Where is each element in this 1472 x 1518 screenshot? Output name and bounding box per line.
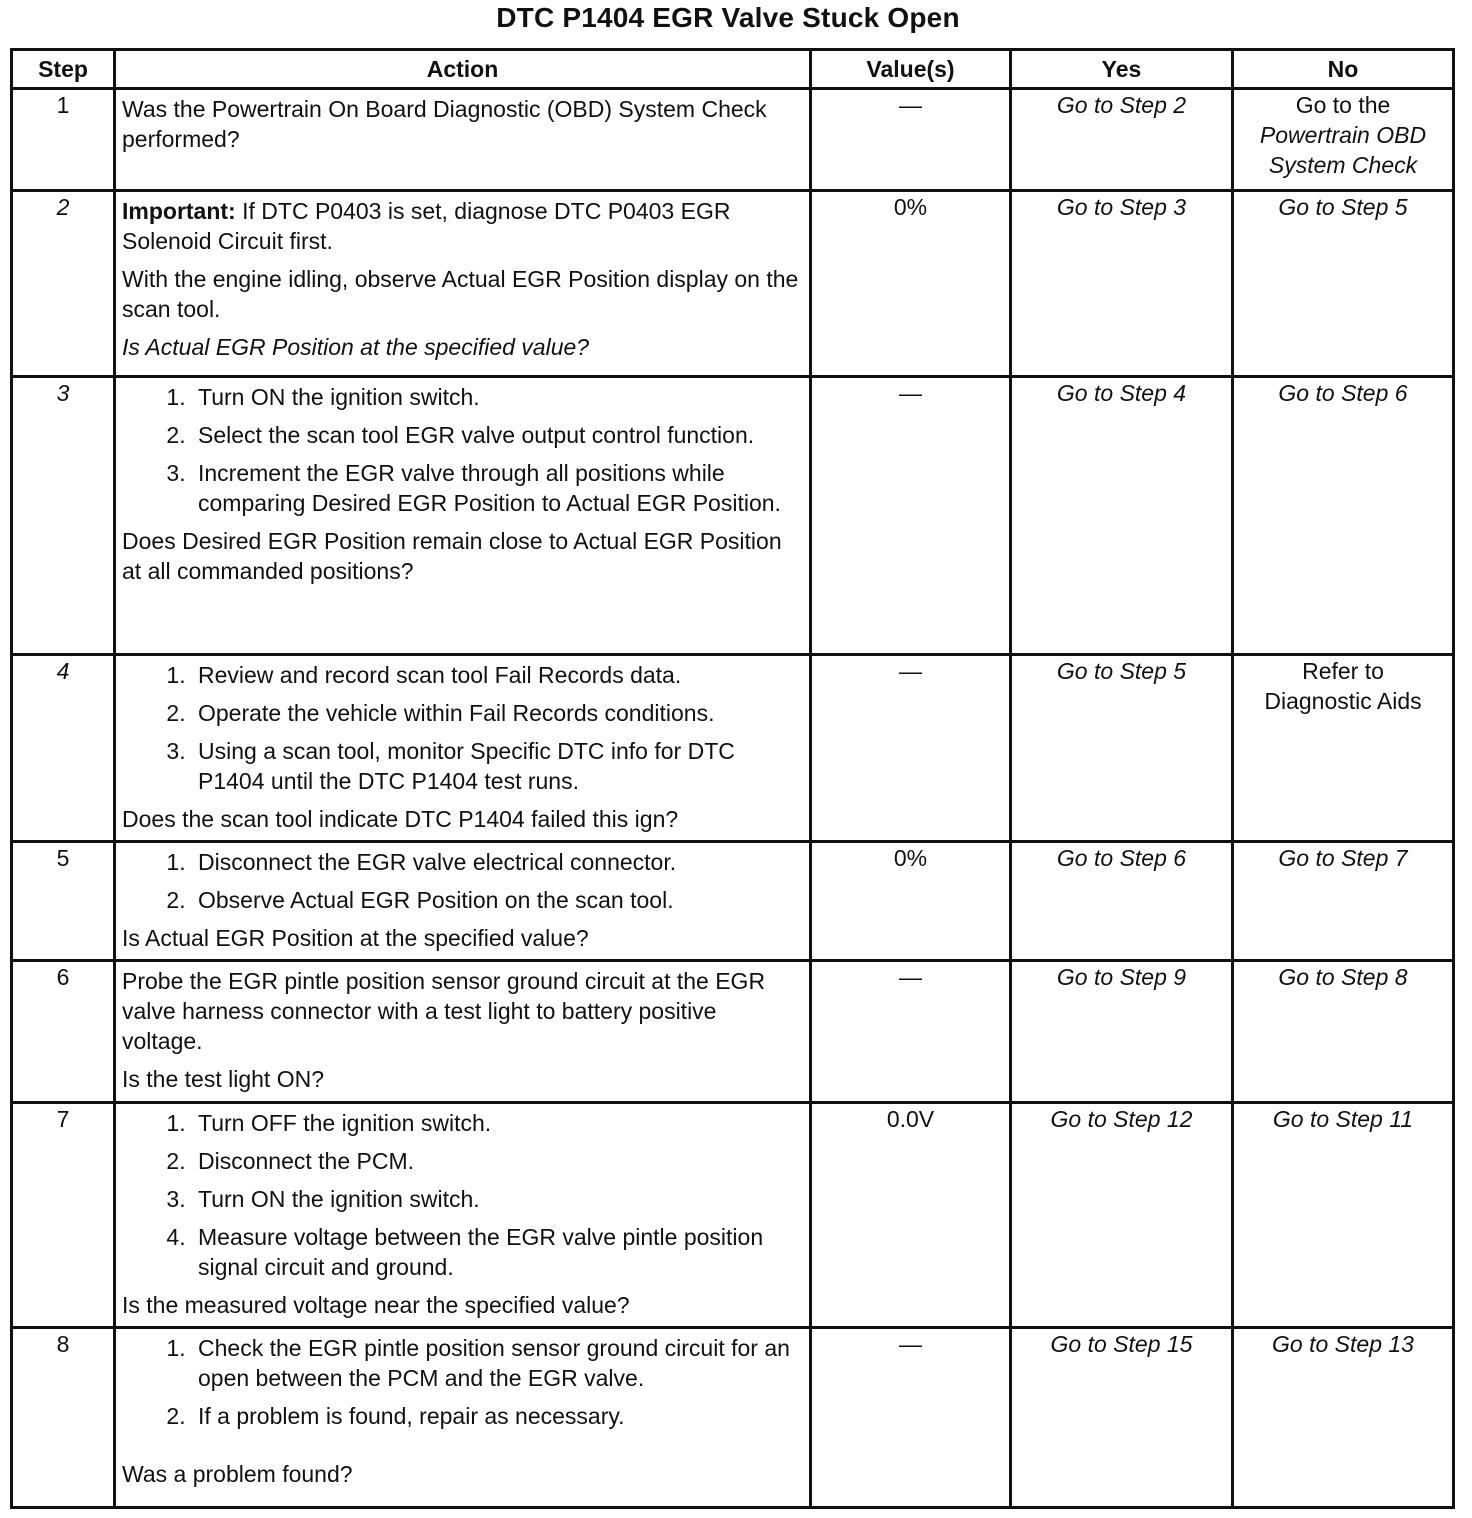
no-text-line1: Go to the	[1295, 92, 1391, 118]
list-item: 2. If a problem is found, repair as necessary.	[192, 1401, 803, 1431]
no-cell: Go to Step 11	[1233, 1103, 1454, 1328]
list-item: 2. Select the scan tool EGR valve output control function.	[192, 420, 803, 450]
list-item: 4. Measure voltage between the EGR valve pintle position signal circuit and ground.	[192, 1222, 803, 1282]
header-no: No	[1233, 50, 1454, 89]
step-number: 7	[12, 1103, 115, 1328]
action-cell	[115, 842, 811, 961]
list-item: 1. Disconnect the EGR valve electrical connector.	[192, 847, 803, 877]
document-title: DTC P1404 EGR Valve Stuck Open	[496, 2, 960, 33]
yes-cell: Go to Step 15	[1011, 1328, 1233, 1508]
value-cell: 0%	[811, 191, 1011, 377]
list-item: 1. Turn OFF the ignition switch.	[192, 1108, 803, 1138]
action-steps-list	[122, 847, 803, 915]
action-cell	[115, 377, 811, 655]
table-row	[12, 655, 1454, 842]
action-cell	[115, 1328, 811, 1508]
value-cell: 0%	[811, 842, 1011, 961]
table-row	[12, 961, 1454, 1103]
yes-cell: Go to Step 9	[1011, 961, 1233, 1103]
action-question: Is the test light ON?	[122, 1066, 324, 1092]
yes-cell: Go to Step 12	[1011, 1103, 1233, 1328]
action-text: Was the Powertrain On Board Diagnostic (OBD) System Check performed?	[122, 96, 767, 152]
table-row	[12, 191, 1454, 377]
table-row	[12, 842, 1454, 961]
step-number: 4	[12, 655, 115, 842]
yes-cell: Go to Step 3	[1011, 191, 1233, 377]
header-step: Step	[12, 50, 115, 89]
important-label: Important:	[122, 198, 236, 224]
no-cell: Go to Step 8	[1233, 961, 1454, 1103]
no-text-line2: Powertrain OBD System Check	[1259, 122, 1427, 178]
value-cell: —	[811, 655, 1011, 842]
no-cell: Go to Step 7	[1233, 842, 1454, 961]
action-text: With the engine idling, observe Actual EGR Position display on the scan tool.	[122, 266, 799, 322]
yes-cell: Go to Step 2	[1011, 89, 1233, 191]
no-cell: Go to Step 5	[1233, 191, 1454, 377]
header-action: Action	[115, 50, 811, 89]
list-item: 1. Check the EGR pintle position sensor ground circuit for an open between the PCM and the EGR valve.	[192, 1333, 803, 1393]
step-number: 8	[12, 1328, 115, 1508]
no-cell	[1233, 655, 1454, 842]
value-cell: —	[811, 89, 1011, 191]
value-cell: —	[811, 377, 1011, 655]
yes-cell: Go to Step 6	[1011, 842, 1233, 961]
action-steps-list	[122, 1108, 803, 1282]
no-text-line2: Diagnostic Aids	[1264, 688, 1422, 714]
no-cell: Go to Step 6	[1233, 377, 1454, 655]
value-cell: —	[811, 1328, 1011, 1508]
action-question: Is the measured voltage near the specified value?	[122, 1292, 630, 1318]
important-text: If DTC P0403 is set, diagnose DTC P0403 EGR Solenoid Circuit first.	[122, 198, 731, 254]
list-item: 3. Increment the EGR valve through all positions while comparing Desired EGR Position to Actual EGR Position.	[192, 458, 803, 518]
list-item: 3. Turn ON the ignition switch.	[192, 1184, 803, 1214]
step-number: 1	[12, 89, 115, 191]
value-cell: 0.0V	[811, 1103, 1011, 1328]
action-question: Was a problem found?	[122, 1461, 353, 1487]
table-header-row	[12, 50, 1454, 89]
no-cell	[1233, 89, 1454, 191]
action-question: Does the scan tool indicate DTC P1404 failed this ign?	[122, 806, 679, 832]
yes-cell: Go to Step 4	[1011, 377, 1233, 655]
table-row	[12, 89, 1454, 191]
list-item: 2. Disconnect the PCM.	[192, 1146, 803, 1176]
step-number: 5	[12, 842, 115, 961]
action-steps-list	[122, 382, 803, 518]
action-cell	[115, 655, 811, 842]
action-cell	[115, 89, 811, 191]
list-item: 2. Operate the vehicle within Fail Records conditions.	[192, 698, 803, 728]
action-text: Probe the EGR pintle position sensor ground circuit at the EGR valve harness connector with a test light to battery positive voltage.	[122, 968, 766, 1054]
list-item: 2. Observe Actual EGR Position on the scan tool.	[192, 885, 803, 915]
action-cell	[115, 961, 811, 1103]
action-steps-list	[122, 1333, 803, 1431]
header-values: Value(s)	[811, 50, 1011, 89]
action-cell	[115, 1103, 811, 1328]
list-item: 1. Review and record scan tool Fail Records data.	[192, 660, 803, 690]
value-cell: —	[811, 961, 1011, 1103]
no-text-line1: Refer to	[1302, 658, 1384, 684]
action-question: Is Actual EGR Position at the specified value?	[122, 925, 589, 951]
action-question: Does Desired EGR Position remain close to Actual EGR Position at all commanded positions?	[122, 528, 782, 584]
step-number: 3	[12, 377, 115, 655]
list-item: 3. Using a scan tool, monitor Specific DTC info for DTC P1404 until the DTC P1404 test runs.	[192, 736, 803, 796]
table-row	[12, 377, 1454, 655]
important-note	[122, 196, 803, 256]
yes-cell: Go to Step 5	[1011, 655, 1233, 842]
list-item: 1. Turn ON the ignition switch.	[192, 382, 803, 412]
step-number: 2	[12, 191, 115, 377]
no-cell: Go to Step 13	[1233, 1328, 1454, 1508]
step-number: 6	[12, 961, 115, 1103]
table-row	[12, 1328, 1454, 1508]
header-yes: Yes	[1011, 50, 1233, 89]
diagnostic-table	[10, 48, 1455, 1509]
table-row	[12, 1103, 1454, 1328]
action-steps-list	[122, 660, 803, 796]
action-cell	[115, 191, 811, 377]
action-question: Is Actual EGR Position at the specified value?	[122, 334, 590, 360]
